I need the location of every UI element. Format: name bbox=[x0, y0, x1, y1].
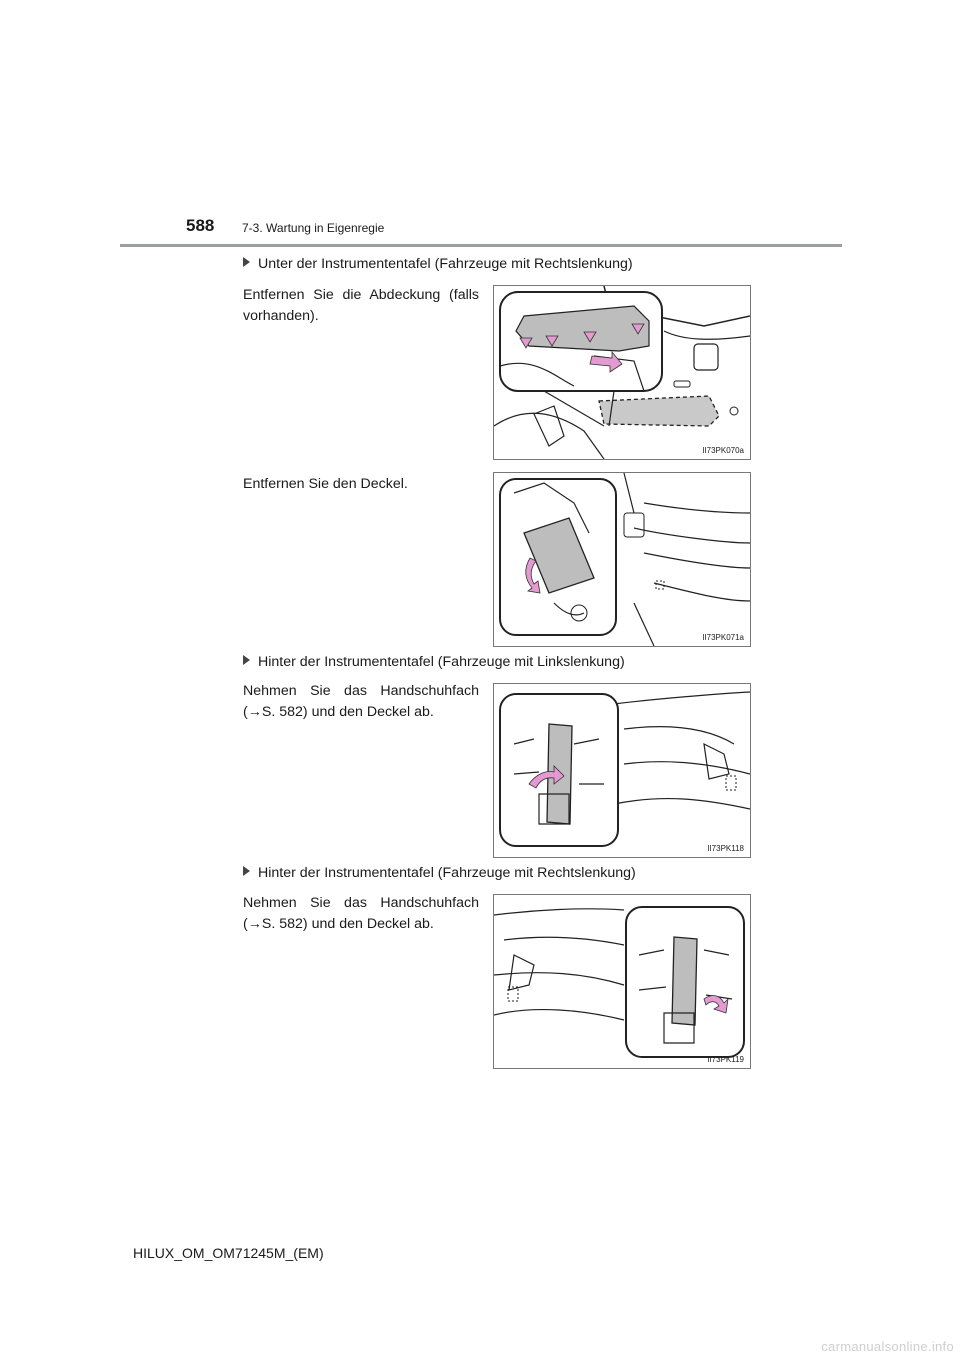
watermark: carmanualsonline.info bbox=[821, 1339, 954, 1354]
heading-text: Hinter der Instrumententafel (Fahrzeuge mit Linkslenkung) bbox=[258, 654, 625, 670]
triangle-bullet-icon bbox=[243, 655, 250, 665]
figure-code: II73PK071a bbox=[702, 633, 744, 642]
figure-code: II73PK070a bbox=[702, 446, 744, 455]
figure-code: II73PK118 bbox=[707, 844, 744, 853]
triangle-bullet-icon bbox=[243, 257, 250, 267]
header-divider bbox=[120, 244, 842, 247]
block-heading-3 bbox=[243, 865, 636, 881]
figure-code: II73PK119 bbox=[707, 1055, 744, 1064]
heading-text: Unter der Instrumententafel (Fahrzeuge mit Rechtslenkung) bbox=[258, 256, 633, 272]
block-heading-1 bbox=[243, 256, 633, 272]
heading-text: Hinter der Instrumententafel (Fahrzeuge mit Rechtslenkung) bbox=[258, 865, 636, 881]
section-title: 7-3. Wartung in Eigenregie bbox=[242, 221, 385, 235]
figure-remove-cover bbox=[493, 285, 751, 460]
step-text-2: Entfernen Sie den Deckel. bbox=[243, 476, 408, 492]
triangle-bullet-icon bbox=[243, 866, 250, 876]
step-text-4: Nehmen Sie das Handschuhfach (→S. 582) und den Deckel ab. bbox=[243, 895, 479, 932]
illustration-lhd bbox=[494, 684, 750, 857]
illustration-rhd bbox=[494, 895, 750, 1068]
step-text-1: Entfernen Sie die Abdeckung (falls vorhanden). bbox=[243, 287, 479, 324]
step-text-3: Nehmen Sie das Handschuhfach (→S. 582) und den Deckel ab. bbox=[243, 683, 479, 720]
footer-doc-code: HILUX_OM_OM71245M_(EM) bbox=[133, 1245, 324, 1261]
figure-rhd-glovebox bbox=[493, 894, 751, 1069]
illustration-dashboard-cover bbox=[494, 286, 750, 459]
page-number: 588 bbox=[186, 216, 215, 235]
figure-remove-lid bbox=[493, 472, 751, 647]
figure-lhd-glovebox bbox=[493, 683, 751, 858]
illustration-lid bbox=[494, 473, 750, 646]
block-heading-2 bbox=[243, 654, 625, 670]
